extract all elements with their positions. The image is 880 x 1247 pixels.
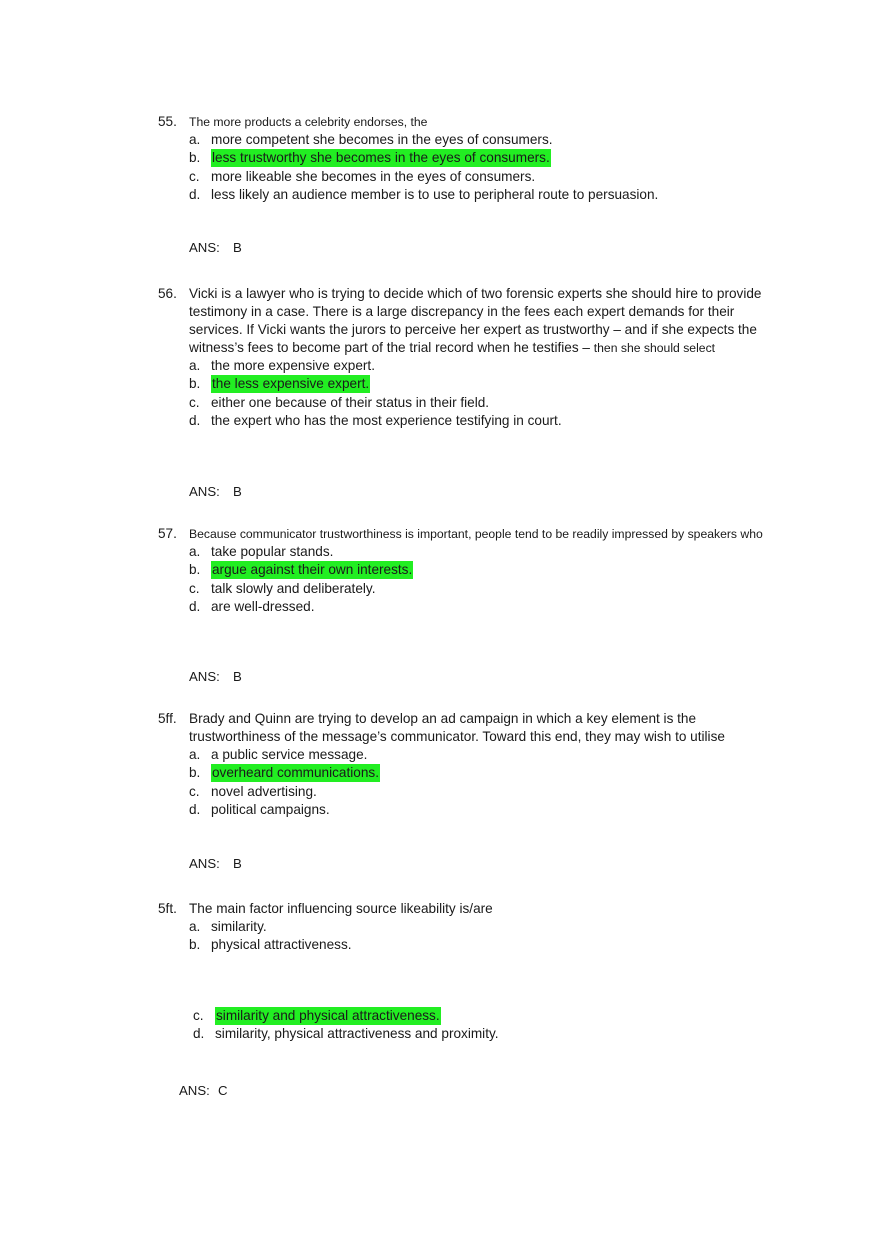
question-number: 5ft.: [158, 901, 177, 916]
option-d: d. similarity, physical attractiveness and proximity.: [193, 1026, 499, 1042]
question-55: [158, 113, 768, 204]
question-56: [158, 285, 768, 430]
question-number: 55.: [158, 114, 177, 129]
answer-57: ANS: B: [189, 669, 242, 684]
question-57: [158, 525, 768, 616]
option-b: b. overheard communications.: [189, 765, 379, 781]
option-a: a. more competent she becomes in the eyes of consumers.: [189, 132, 553, 148]
highlighted-answer: the less expensive expert.: [212, 376, 370, 392]
option-b: b. argue against their own interests.: [189, 562, 413, 578]
option-c: c. talk slowly and deliberately.: [189, 580, 376, 596]
highlighted-answer: overheard communications.: [212, 765, 379, 781]
question-number: 5ff.: [158, 711, 177, 726]
question-text: Vicki is a lawyer who is trying to decide which of two forensic experts she should hire to provide testimony in a case. There is a large discrepancy in the fees each expert demands for their services. If Vicki wants the jurors to perceive her expert as trustworthy – and if she expects the witness’s fees to become part of the trial record when he testifies – then she should select: [189, 286, 762, 355]
option-a: a. take popular stands.: [189, 544, 334, 560]
option-d: d. are well-dressed.: [189, 599, 315, 615]
option-b: b. physical attractiveness.: [189, 937, 352, 953]
option-b: b. less trustworthy she becomes in the eyes of consumers.: [189, 150, 550, 166]
question-number: 57.: [158, 526, 177, 541]
question-text: Because communicator trustworthiness is important, people tend to be readily impressed by speakers who: [189, 527, 763, 541]
option-a: a. a public service message.: [189, 747, 368, 763]
option-c: c. novel advertising.: [189, 783, 317, 799]
question-58: [158, 710, 768, 819]
question-text: The more products a celebrity endorses, the: [189, 115, 428, 129]
answer-59: ANS: C: [179, 1083, 228, 1098]
option-c: c. similarity and physical attractiveness.: [193, 1008, 440, 1024]
question-59: [158, 900, 768, 955]
option-d: d. political campaigns.: [189, 802, 330, 818]
option-c: c. either one because of their status in their field.: [189, 394, 490, 410]
question-number: 56.: [158, 286, 177, 301]
question-text: The main factor influencing source likeability is/are: [189, 901, 493, 916]
highlighted-answer: less trustworthy she becomes in the eyes of consumers.: [212, 150, 550, 166]
answer-56: ANS: B: [189, 484, 242, 499]
question-text: Brady and Quinn are trying to develop an ad campaign in which a key element is the trustworthiness of the message’s communicator. Toward this end, they may wish to utilise: [189, 711, 725, 744]
option-c: c. more likeable she becomes in the eyes of consumers.: [189, 168, 536, 184]
highlighted-answer: similarity and physical attractiveness.: [216, 1008, 440, 1024]
answer-55: ANS: B: [189, 240, 242, 255]
highlighted-answer: argue against their own interests.: [212, 562, 413, 578]
option-a: a. the more expensive expert.: [189, 358, 375, 374]
question-59-continued: [193, 1007, 803, 1044]
option-a: a. similarity.: [189, 919, 267, 935]
option-b: b. the less expensive expert.: [189, 376, 370, 392]
option-d: d. the expert who has the most experience testifying in court.: [189, 413, 562, 429]
answer-58: ANS: B: [189, 856, 242, 871]
option-d: d. less likely an audience member is to use to peripheral route to persuasion.: [189, 187, 659, 203]
